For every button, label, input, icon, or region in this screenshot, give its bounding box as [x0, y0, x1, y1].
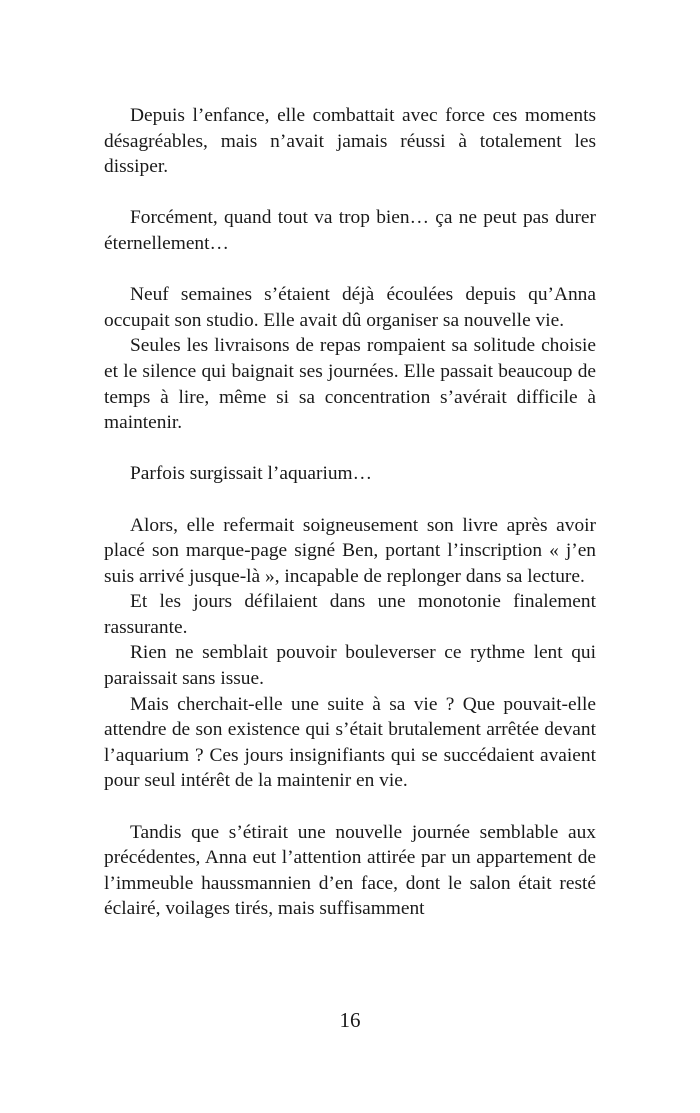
paragraph-6: Alors, elle refermait soigneusement son livre après avoir placé son marque-page signé Ben, portant l’inscription « j’en suis arrivé jusque-là », incapable de replonger dans sa lecture.	[104, 514, 596, 587]
paragraph-2: Forcément, quand tout va trop bien… ça ne peut pas durer éternellement…	[104, 207, 596, 254]
paragraph-1: Depuis l’enfance, elle combattait avec force ces moments désagréables, mais n’avait jamais réussi à totalement les dissiper.	[104, 105, 596, 178]
paragraph-9: Mais cherchait-elle une suite à sa vie ? Que pouvait-elle attendre de son existence qui s’était brutalement arrêtée devant l’aquarium ? Ces jours insignifiants qui se succédaient avaient pour seul intérêt de la maintenir en vie.	[104, 693, 596, 792]
paragraph-8: Rien ne semblait pouvoir bouleverser ce rythme lent qui paraissait sans issue.	[104, 642, 596, 690]
paragraph-4: Seules les livraisons de repas rompaient sa solitude choisie et le silence qui baignait ses journées. Elle passait beaucoup de temps à lire, même si sa concentration s’avérait difficile à maintenir.	[104, 335, 596, 434]
paragraph-3: Neuf semaines s’étaient déjà écoulées depuis qu’Anna occupait son studio. Elle avait dû organiser sa nouvelle vie.	[104, 284, 596, 331]
paragraph-7: Et les jours défilaient dans une monotonie finalement rassurante.	[104, 591, 596, 638]
paragraph-10: Tandis que s’étirait une nouvelle journée semblable aux précédentes, Anna eut l’attention attirée par un appartement de l’immeuble haussmannien d’en face, dont le salon était resté éclairé, voilages tirés, mais suffisamment	[104, 821, 596, 920]
body-text	[104, 103, 596, 922]
paragraph-5: Parfois surgissait l’aquarium…	[130, 463, 372, 485]
page-number: 16	[339, 1008, 361, 1032]
